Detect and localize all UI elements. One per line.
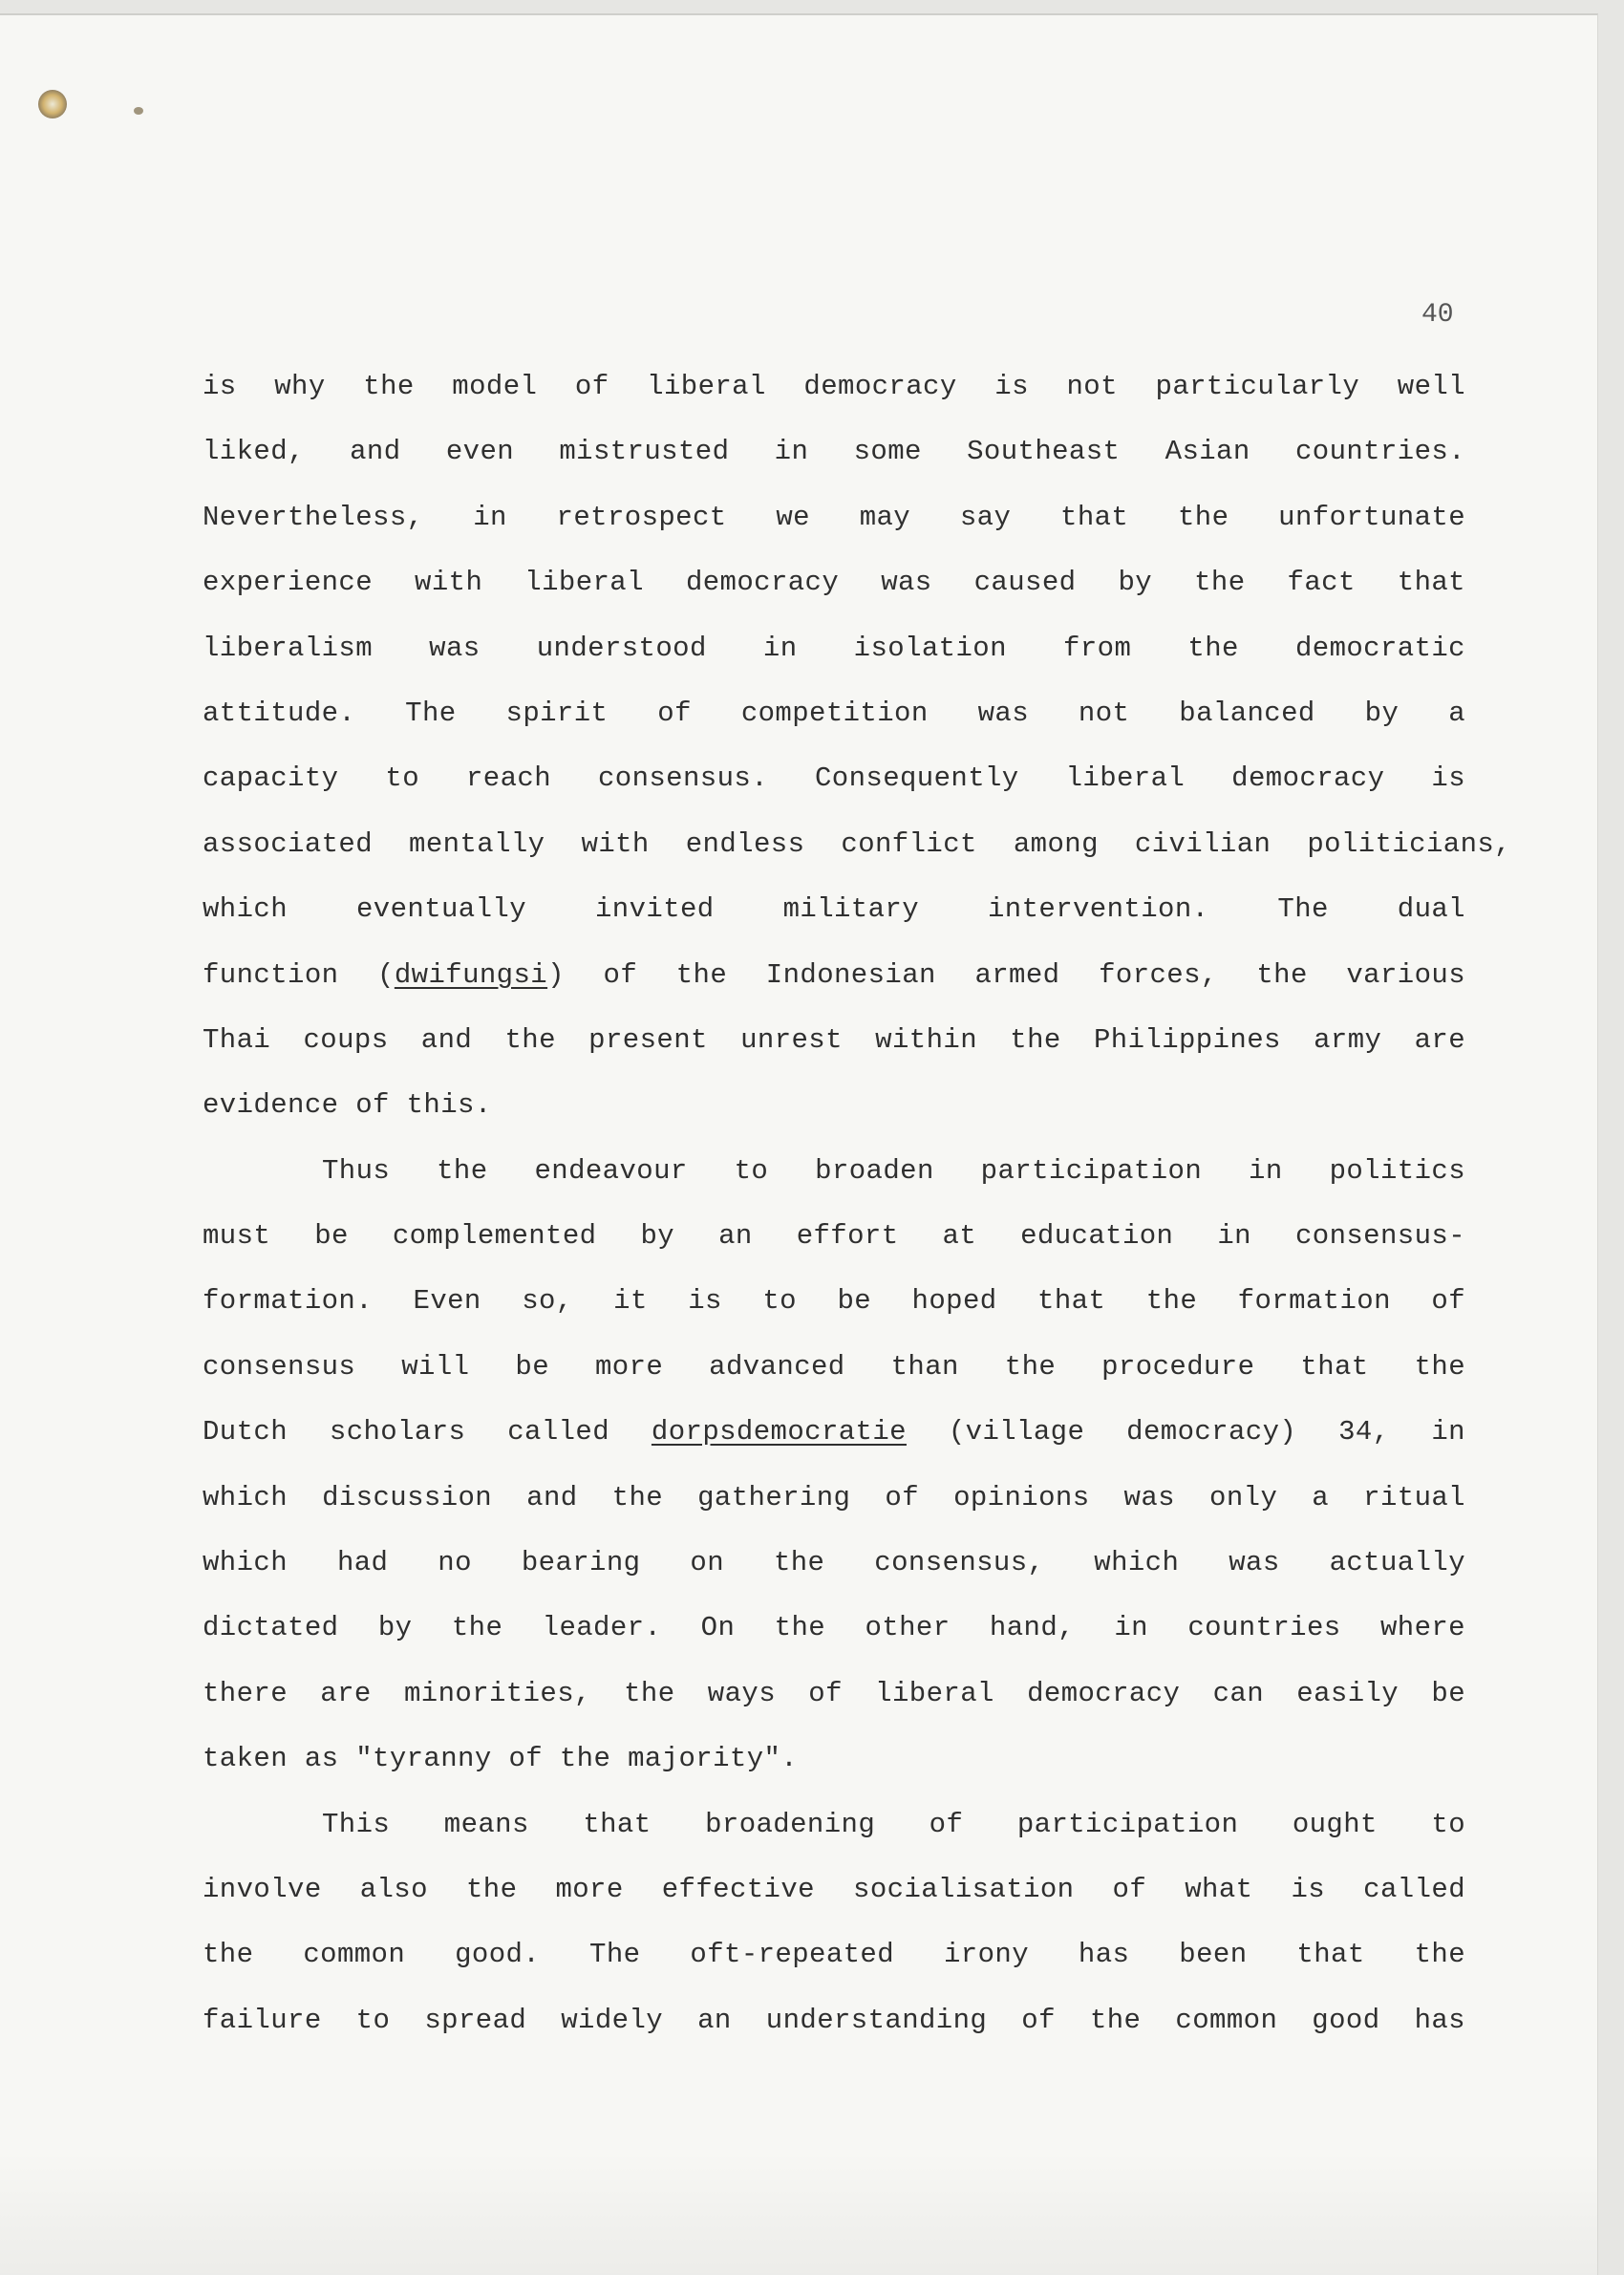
text-line: capacity to reach consensus. Consequently liberal democracy is: [203, 762, 1465, 795]
text-line: Nevertheless, in retrospect we may say that the unfortunate: [203, 501, 1465, 533]
text-line: experience with liberal democracy was caused by the fact that: [203, 567, 1465, 599]
text-segment: function (: [203, 958, 395, 991]
underlined-term-dorpsdemocratie: dorpsdemocratie: [651, 1416, 907, 1449]
stain-speck: [134, 107, 143, 115]
text-line: consensus will be more advanced than the procedure that the: [203, 1350, 1465, 1383]
text-line: taken as "tyranny of the majority".: [203, 1743, 799, 1775]
text-line: failure to spread widely an understanding of the common good has: [203, 2004, 1465, 2036]
body-text: [203, 361, 1511, 2060]
text-line: evidence of this.: [203, 1089, 492, 1122]
text-line: associated mentally with endless conflict among civilian politicians,: [203, 827, 1511, 860]
text-segment: Dutch scholars called: [203, 1416, 652, 1449]
stain-mark: [38, 90, 67, 118]
text-line: which eventually invited military intervention. The dual: [203, 893, 1465, 926]
text-line: which discussion and the gathering of opinions was only a ritual: [203, 1481, 1465, 1513]
text-line: liberalism was understood in isolation from the democratic: [203, 632, 1465, 664]
text-segment: (village democracy) 34, in: [906, 1416, 1465, 1449]
paragraph-start-line: Thus the endeavour to broaden participation in politics: [322, 1154, 1465, 1187]
underlined-term-dwifungsi: dwifungsi: [394, 958, 548, 991]
text-line: which had no bearing on the consensus, which was actually: [203, 1547, 1465, 1579]
page-bottom-shade: [0, 2151, 1597, 2275]
text-line: [203, 1406, 1465, 1471]
text-line: dictated by the leader. On the other hand, in countries where: [203, 1612, 1465, 1644]
text-line: attitude. The spirit of competition was not balanced by a: [203, 697, 1465, 729]
text-segment: ) of the Indonesian armed forces, the various: [547, 958, 1465, 991]
text-line: liked, and even mistrusted in some Southeast Asian countries.: [203, 436, 1465, 468]
text-line: formation. Even so, it is to be hoped that the formation of: [203, 1285, 1465, 1318]
document-page: [0, 13, 1598, 2275]
text-line: there are minorities, the ways of liberal democracy can easily be: [203, 1677, 1465, 1709]
text-line: the common good. The oft-repeated irony has been that the: [203, 1939, 1465, 1971]
text-line: must be complemented by an effort at education in consensus-: [203, 1220, 1465, 1253]
text-line: involve also the more effective socialisation of what is called: [203, 1873, 1465, 1905]
page-number: 40: [1421, 300, 1454, 330]
text-line: Thai coups and the present unrest within the Philippines army are: [203, 1023, 1465, 1056]
text-line: [203, 950, 1465, 1015]
paragraph-start-line: This means that broadening of participation ought to: [322, 1808, 1465, 1840]
text-line: is why the model of liberal democracy is not particularly well: [203, 371, 1465, 402]
